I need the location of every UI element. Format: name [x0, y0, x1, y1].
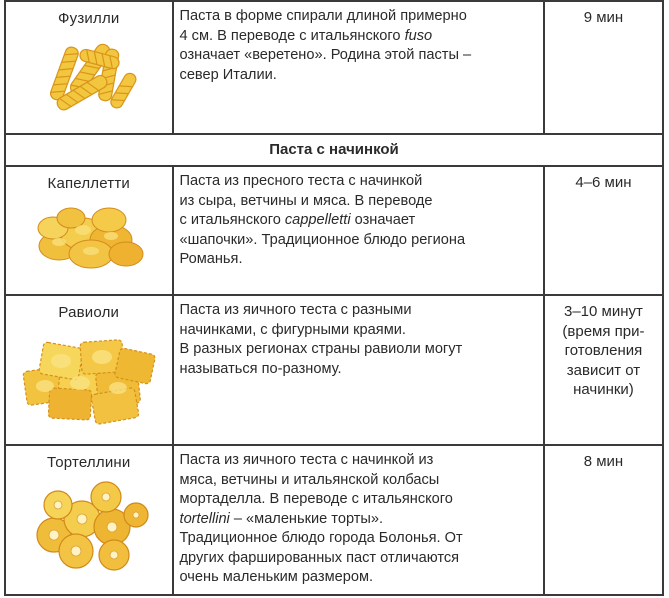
- desc-line: с итальянского: [179, 212, 285, 228]
- time-cell: [544, 295, 663, 445]
- time-line: 4–6 мин: [575, 174, 632, 191]
- desc-line: Паста из яичного теста с разными: [179, 302, 412, 318]
- pasta-name: Фузилли: [58, 10, 120, 27]
- description-cell: [173, 295, 544, 445]
- fusilli-image: [34, 31, 144, 113]
- description-cell: [173, 166, 544, 295]
- cooking-time: [545, 2, 662, 28]
- time-line: 8 мин: [583, 453, 624, 470]
- time-line: (время при-: [562, 322, 645, 340]
- name-cell: [5, 445, 173, 595]
- tortellini-image: [24, 475, 154, 575]
- time-line: начинки): [573, 381, 634, 398]
- time-line: 3–10 минут: [564, 303, 643, 320]
- time-line: 9 мин: [583, 9, 624, 26]
- name-cell: [5, 1, 173, 134]
- name-cell: [5, 166, 173, 295]
- pasta-name: Тортеллини: [47, 454, 131, 471]
- time-line: готовления: [564, 342, 643, 359]
- desc-line: из сыра, ветчины и мяса. В переводе: [179, 192, 433, 209]
- time-line: зависит от: [566, 361, 641, 379]
- table-row-ravioli: [5, 295, 663, 445]
- desc-line: «шапочки». Традиционное блюдо региона: [179, 231, 466, 248]
- table-row-fusilli: [5, 1, 663, 134]
- table-row-tortellini: [5, 445, 663, 595]
- description-cell: [173, 1, 544, 134]
- cooking-time: [545, 167, 662, 193]
- desc-line: Традиционное блюдо города Болонья. От: [179, 530, 463, 546]
- cooking-time: [545, 446, 662, 472]
- pasta-description: [174, 296, 543, 379]
- name-cell: [5, 295, 173, 445]
- desc-line: называться по-разному.: [179, 360, 342, 377]
- pasta-description: [174, 167, 543, 270]
- desc-line: Паста из пресного теста с начинкой: [179, 173, 423, 189]
- desc-line: Романья.: [179, 251, 243, 267]
- desc-line: Паста в форме спирали длиной примерно: [179, 8, 467, 24]
- italian-word: fuso: [404, 27, 433, 44]
- desc-line: – «маленькие торты».: [229, 510, 384, 527]
- description-cell: [173, 445, 544, 595]
- section-header-row: [5, 134, 663, 166]
- desc-line: начинками, с фигурными краями.: [179, 321, 406, 338]
- desc-line: 4 см. В переводе с итальянского: [179, 27, 405, 44]
- desc-line: мортаделла. В переводе с итальянского: [179, 491, 453, 507]
- pasta-description: [174, 2, 543, 85]
- desc-line: мяса, ветчины и итальянской колбасы: [179, 471, 440, 488]
- desc-line: очень маленьким размером.: [179, 569, 374, 585]
- ravioli-image: [19, 325, 159, 425]
- desc-line: Паста из яичного теста с начинкой из: [179, 452, 434, 468]
- desc-line: В разных регионах страны равиоли могут: [179, 341, 463, 357]
- cappelletti-image: [31, 196, 147, 274]
- section-title: Паста с начинкой: [5, 134, 663, 166]
- desc-line: означает: [350, 212, 416, 228]
- pasta-name: Равиоли: [58, 304, 120, 321]
- pasta-name: Капеллетти: [47, 175, 131, 192]
- desc-line: других фаршированных паст отличаются: [179, 549, 460, 566]
- pasta-description: [174, 446, 543, 588]
- desc-line: север Италии.: [179, 66, 277, 83]
- time-cell: [544, 166, 663, 295]
- italian-word: cappelletti: [284, 212, 351, 228]
- pasta-table: [4, 0, 664, 596]
- time-cell: [544, 1, 663, 134]
- desc-line: означает «веретено». Родина этой пасты –: [179, 47, 472, 63]
- cooking-time: [545, 296, 662, 400]
- italian-word: tortellini: [179, 510, 230, 527]
- table-row-cappelletti: [5, 166, 663, 295]
- time-cell: [544, 445, 663, 595]
